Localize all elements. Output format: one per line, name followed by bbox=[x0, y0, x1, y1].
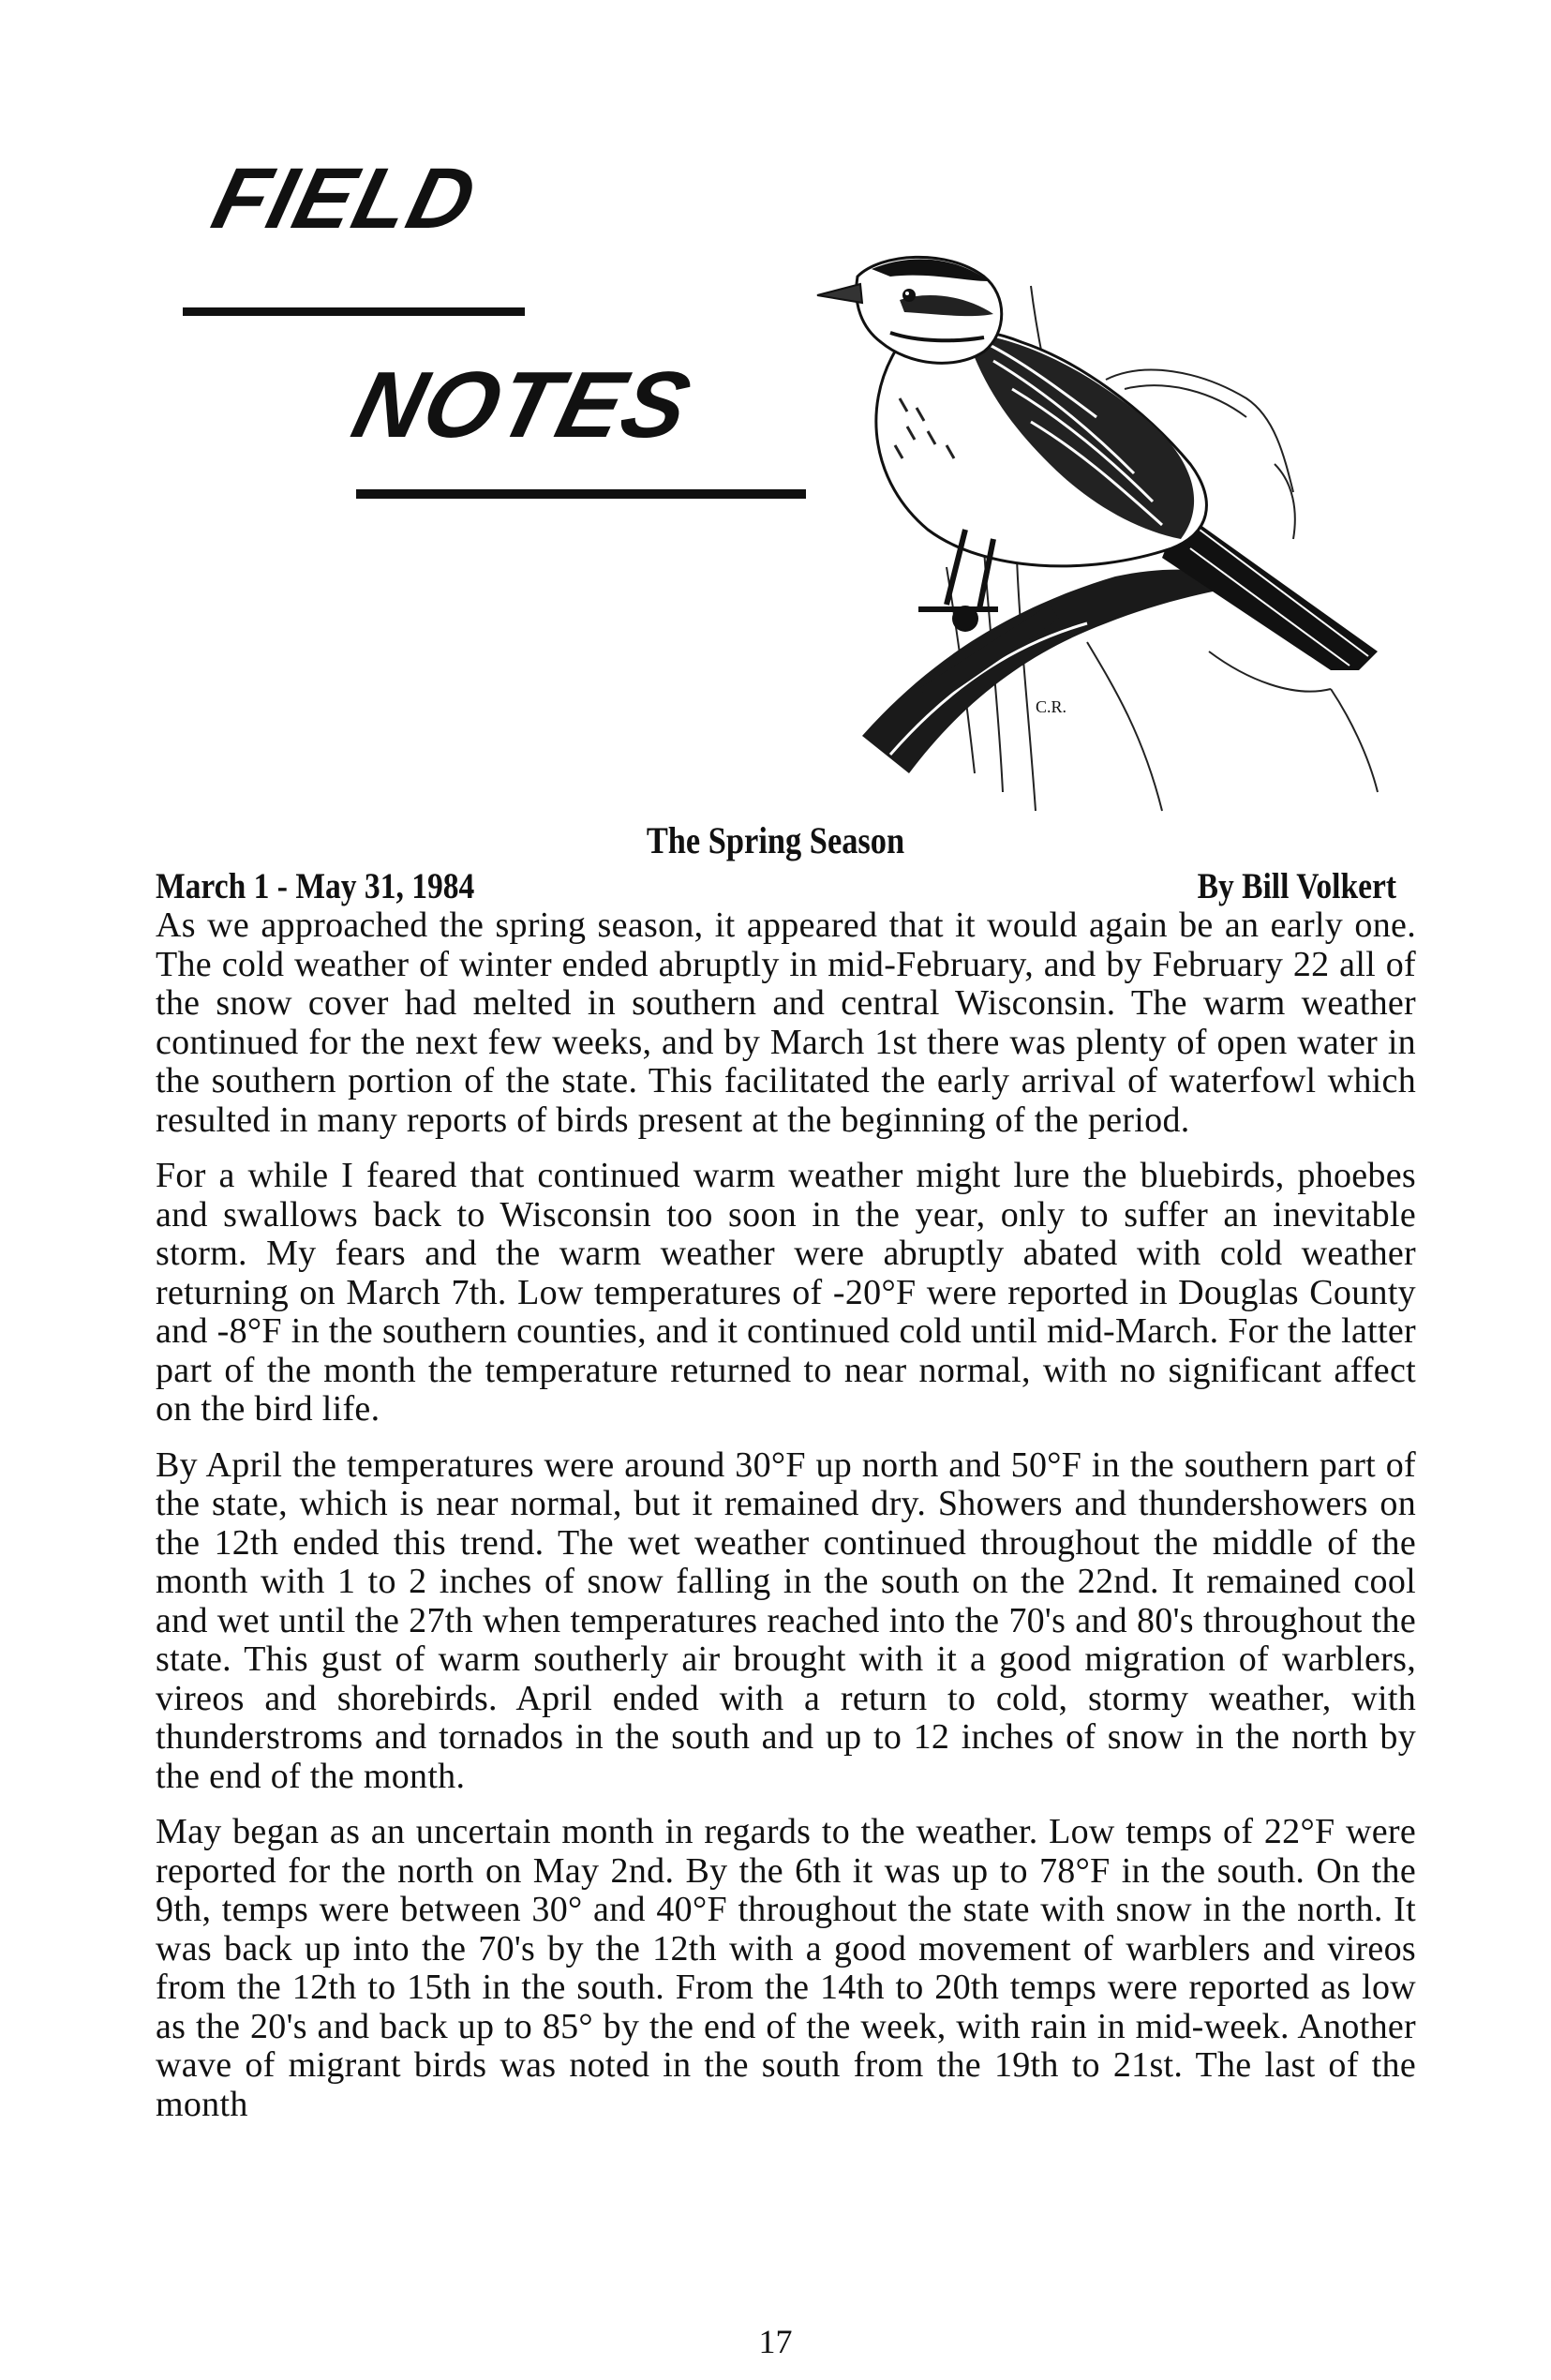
byline: By Bill Volkert bbox=[1197, 866, 1396, 906]
section-header bbox=[0, 0, 1551, 816]
paragraph: May began as an uncertain month in regards to the weather. Low temps of 22°F were reported for the north on May 2nd. By the 6th it was up to 78°F in the south. On the 9th, temps were between 30° and 40°F throughout the state with snow in the north. It was back up into the 70's by the 12th with a good movement of warblers and vireos from the 12th to 15th in the south. From the 14th to 20th temps were reported as low as the 20's and back up to 85° by the end of the week, with rain in mid-week. Another wave of migrant birds was noted in the south from the 19th to 21st. The last of the month bbox=[156, 1812, 1416, 2124]
paragraph: As we approached the spring season, it appeared that it would again be an early one. The cold weather of winter ended abruptly in mid-February, and by February 22 all of the snow cover had melted in southern and central Wisconsin. The warm weather continued for the next few weeks, and by March 1st there was plenty of open water in the southern portion of the state. This facilitated the early arrival of waterfowl which resulted in many reports of birds present at the beginning of the period. bbox=[156, 906, 1416, 1140]
article-title: The Spring Season bbox=[646, 819, 905, 861]
date-range: March 1 - May 31, 1984 bbox=[156, 866, 475, 906]
field-notes-logo bbox=[178, 131, 825, 525]
logo-notes-text: NOTES bbox=[343, 352, 702, 457]
logo-rule bbox=[356, 489, 806, 499]
paragraph: By April the temperatures were around 30°F up north and 50°F in the southern part of the state, which is near normal, but it remained dry. Showers and thundershowers on the 12th ended this trend. The wet weather continued throughout the middle of the month with 1 to 2 inches of snow falling in the south on the 22nd. It remained cool and wet until the 27th when temperatures reached into the 70's and 80's throughout the state. This gust of warm southerly air brought with it a good migration of warblers, vireos and shorebirds. April ended with a return to cold, stormy weather, with thunderstroms and tornados in the south and up to 12 inches of snow in the north by the end of the month. bbox=[156, 1444, 1416, 1796]
artist-initials: C.R. bbox=[1036, 697, 1067, 716]
article-body bbox=[156, 906, 1416, 2141]
logo-field-text: FIELD bbox=[203, 151, 486, 247]
paragraph: For a while I feared that continued warm weather might lure the bluebirds, phoebes and swallows back to Wisconsin too soon in the year, only to suffer an inevitable storm. My fears and the warm weather were abruptly abated with cold weather returning on March 7th. Low temperatures of -20°F were reported in Douglas County and -8°F in the southern counties, and it continued cold until mid-March. For the latter part of the month the temperature returned to near normal, with no significant affect on the bird life. bbox=[156, 1156, 1416, 1429]
logo-rule bbox=[183, 307, 525, 316]
sparrow-illustration bbox=[806, 248, 1406, 820]
page-number: 17 bbox=[758, 2323, 793, 2360]
